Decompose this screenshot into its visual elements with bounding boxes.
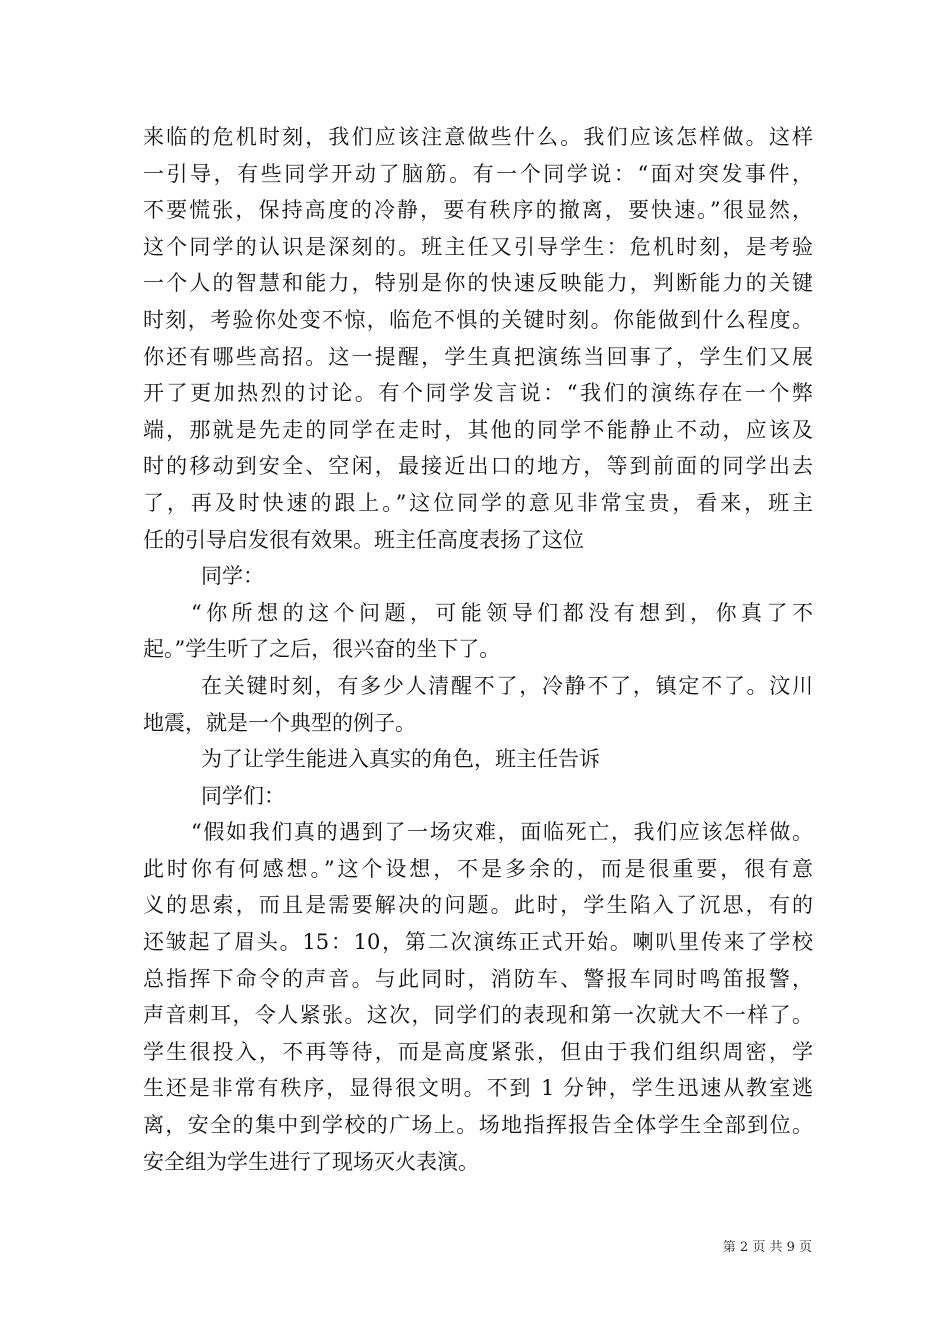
text-line: 这个同学的认识是深刻的。班主任又引导学生：危机时刻，是考验 [143, 234, 813, 259]
text-line: 起。”学生听了之后，很兴奋的坐下了。 [143, 637, 501, 662]
text-line: 来临的危机时刻，我们应该注意做些什么。我们应该怎样做。这样 [143, 125, 813, 149]
text-line: 开了更加热烈的讨论。有个同学发言说：“我们的演练存在一个弊 [143, 381, 813, 406]
text-line: 时的移动到安全、空闲，最接近出口的地方，等到前面的同学出去 [143, 454, 813, 479]
text-line: 你还有哪些高招。这一提醒，学生真把演练当回事了，学生们又展 [143, 344, 813, 369]
text-line: 声音刺耳，令人紧张。这次，同学们的表现和第一次就大不一样了。 [143, 1003, 813, 1028]
text-line: 任的引导启发很有效果。班主任高度表扬了这位 [143, 527, 584, 552]
page-number-footer: 第 2 页 共 9 页 [722, 1240, 812, 1255]
text-line: 不要慌张，保持高度的冷静，要有秩序的撤离，要快速。”很显然， [143, 198, 813, 223]
text-line: 同学们： [201, 783, 285, 808]
text-line: 义的思索，而且是需要解决的问题。此时，学生陷入了沉思，有的 [143, 893, 813, 918]
text-line: 学生很投入，不再等待，而是高度紧张，但由于我们组织周密，学 [143, 1039, 813, 1064]
text-line: 时刻，考验你处变不惊，临危不惧的关键时刻。你能做到什么程度。 [143, 307, 813, 332]
text-line: 为了让学生能进入真实的角色，班主任告诉 [201, 747, 600, 772]
text-line: 安全组为学生进行了现场灭火表演。 [143, 1149, 479, 1174]
text-line: 端，那就是先走的同学在走时，其他的同学不能静止不动，应该及 [143, 417, 813, 442]
text-line: 一引导，有些同学开动了脑筋。有一个同学说：“面对突发事件， [143, 161, 813, 186]
text-line: 生还是非常有秩序，显得很文明。不到 1 分钟，学生迅速从教室逃 [143, 1076, 813, 1101]
text-line: 了，再及时快速的跟上。”这位同学的意见非常宝贵，看来，班主 [143, 490, 813, 515]
text-line: 同学： [201, 564, 264, 589]
text-line: 一个人的智慧和能力，特别是你的快速反映能力，判断能力的关键 [143, 271, 813, 296]
text-line: 地震，就是一个典型的例子。 [143, 710, 416, 735]
document-body [143, 119, 813, 1180]
text-line: 在关键时刻，有多少人清醒不了，冷静不了，镇定不了。汶川 [201, 673, 813, 698]
text-line: 还皱起了眉头。15：10，第二次演练正式开始。喇叭里传来了学校 [143, 930, 813, 955]
text-line: 离，安全的集中到学校的广场上。场地指挥报告全体学生全部到位。 [143, 1113, 813, 1138]
text-line: 此时你有何感想。”这个设想，不是多余的，而是很重要，很有意 [143, 856, 813, 881]
text-line: “假如我们真的遇到了一场灾难，面临死亡，我们应该怎样做。 [191, 820, 813, 845]
text-line: “你所想的这个问题，可能领导们都没有想到，你真了不 [191, 600, 813, 625]
text-line: 总指挥下命令的声音。与此同时，消防车、警报车同时鸣笛报警， [143, 966, 813, 991]
